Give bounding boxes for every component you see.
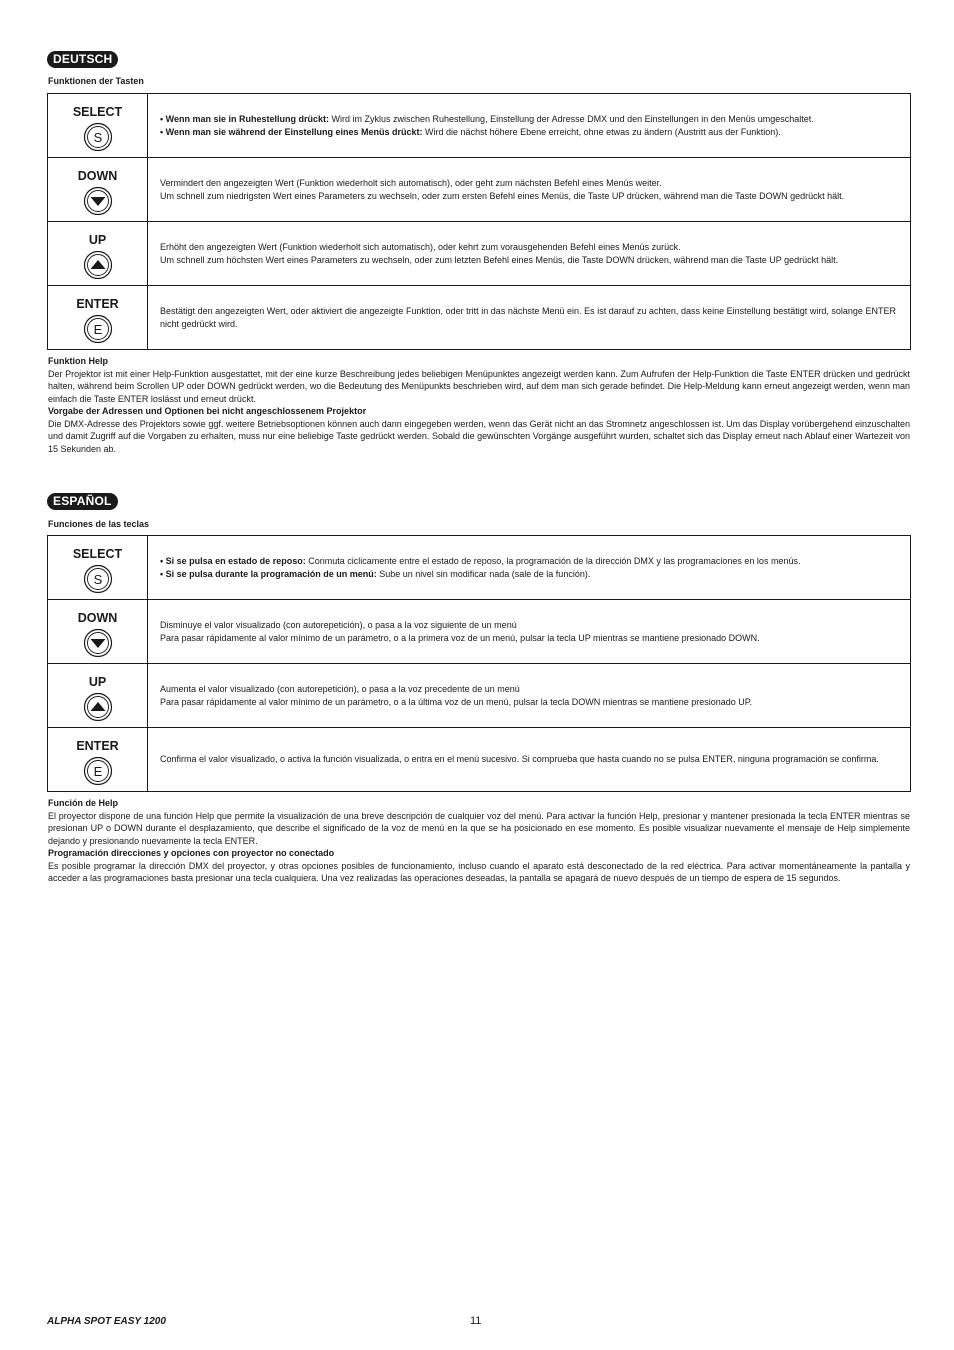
footer-product-title: ALPHA SPOT EASY 1200 (47, 1316, 166, 1327)
key-description (148, 600, 911, 664)
key-description (148, 664, 911, 728)
key-row-down (48, 158, 911, 222)
description-line: • Wenn man sie während der Einstellung eines Menüs drückt: Wird die nächst höhere Ebene erreicht, ohne etwas zu ändern (Austritt aus der Funktion). (160, 126, 781, 137)
key-cell (48, 158, 148, 222)
key-cell (48, 600, 148, 664)
key-description (148, 222, 911, 286)
key-cell (48, 94, 148, 158)
description-line: Confirma el valor visualizado, o activa la función visualizada, o entra en el menú sucesivo. Si comprueba que hasta cuando no se pulsa ENTER, ninguna programación se confirma. (160, 754, 879, 764)
key-description (148, 286, 911, 350)
key-row-select (48, 94, 911, 158)
svg-text:S: S (93, 129, 102, 145)
up-arrow-key-icon (83, 250, 113, 280)
notes-espanol (48, 797, 910, 885)
section-title-espanol: Funciones de las teclas (48, 519, 150, 529)
description-line: Erhöht den angezeigten Wert (Funktion wiederholt sich automatisch), oder kehrt zum vorausgehenden Befehl eines Menüs zurück. (160, 241, 681, 252)
key-cell (48, 536, 148, 600)
note-heading: Programación direcciones y opciones con proyector no conectado (48, 848, 335, 858)
key-name: SELECT (72, 104, 123, 119)
key-name: DOWN (77, 610, 118, 625)
key-row-down (48, 600, 911, 664)
section-title-deutsch: Funktionen der Tasten (48, 76, 144, 86)
svg-text:E: E (93, 763, 102, 779)
description-line: Bestätigt den angezeigten Wert, oder aktiviert die angezeigte Funktion, oder tritt in das nächste Menü ein. Es ist darauf zu achten, dass keine Einstellung bestätigt wird, solange ENTER nicht gedrückt wird. (160, 305, 896, 329)
language-badge-espanol: ESPAÑOL (47, 493, 118, 510)
key-row-up (48, 222, 911, 286)
description-line: • Si se pulsa durante la programación de un menú: Sube un nivel sin modificar nada (sale de la función). (160, 568, 591, 579)
key-row-select (48, 536, 911, 600)
key-description (148, 728, 911, 792)
key-name: ENTER (76, 296, 119, 311)
down-arrow-key-icon (83, 628, 113, 658)
note-text: El proyector dispone de una función Help que permite la visualización de una breve descripción de cualquier voz del menú. Para activar la función Help, presionar y mantener presionada la tecla ENTER mientras se presionan UP o DOWN durante el desplazamiento, que describe el significado de la voz de menú en la que se ha posicionado en ese momento. Es posible visualizar nuevamente el mensaje de Help simplemente dejando y presionando nuevamente la tecla ENTER. (48, 810, 910, 846)
description-line: Para pasar rápidamente al valor mínimo de un parámetro, o a la primera voz de un menú, pulsar la tecla UP mientras se mantiene presionado DOWN. (160, 632, 760, 643)
description-line: Vermindert den angezeigten Wert (Funktion wiederholt sich automatisch), oder geht zum nächsten Befehl eines Menüs weiter. (160, 177, 662, 188)
key-row-enter (48, 728, 911, 792)
enter-key-icon (83, 314, 113, 344)
down-arrow-key-icon (83, 186, 113, 216)
description-line: Disminuye el valor visualizado (con autorepetición), o pasa a la voz siguiente de un menú (160, 619, 517, 630)
key-name: SELECT (72, 546, 123, 561)
note-heading: Vorgabe der Adressen und Optionen bei nicht angeschlossenem Projektor (48, 406, 367, 416)
description-line: • Wenn man sie in Ruhestellung drückt: Wird im Zyklus zwischen Ruhestellung, Einstellung der Adresse DMX und den Einstellungen in den Menüs umgeschaltet. (160, 113, 814, 124)
note-text: Die DMX-Adresse des Projektors sowie ggf. weitere Betriebsoptionen können auch dann eingegeben werden, wenn das Gerät nicht an das Stromnetz angeschlossen ist. Um das Display vorübergehend einzuschalten und damit Zugriff auf die Vorgaben zu erhalten, muss nur eine beliebige Taste gedrückt werden. Sobald die gewünschten Vorgänge ausgeführt wurden, schaltet sich das Display erneut nach Ablauf einer Wartezeit von 15 Sekunden ab. (48, 418, 910, 454)
note-text: Der Projektor ist mit einer Help-Funktion ausgestattet, mit der eine kurze Beschreibung jedes beliebigen Menüpunktes angezeigt werden kann. Zum Aufrufen der Help-Funktion die Taste ENTER drücken und gedrückt halten, während beim Scrollen UP oder DOWN gedrückt werden, wo die Bedeutung des Menüpunkts beschrieben wird, auf dem man sich gerade befindet. Die Help-Meldung kann erneut angezeigt werden, wenn man einfach die Taste ENTER loslässt und erneut drückt. (48, 368, 910, 404)
keys-table-espanol (47, 535, 911, 792)
description-line: Para pasar rápidamente al valor mínimo de un parámetro, o a la última voz de un menú, pulsar la tecla DOWN mientras se mantiene presionado UP. (160, 696, 753, 707)
note-text: Es posible programar la dirección DMX del proyector, y otras opciones posibles de funcionamiento, incluso cuando el aparato está desconectado de la red eléctrica. Para activar momentáneamente la pantalla y acceder a las programaciones basta presionar una tecla cualquiera. Una vez realizadas las operaciones deseadas, la pantalla se apagará de nuevo después de un tiempo de espera de 15 segundos. (48, 860, 910, 883)
keys-table-deutsch (47, 93, 911, 350)
note-heading: Función de Help (48, 798, 119, 808)
select-key-icon (83, 122, 113, 152)
key-name: UP (88, 674, 107, 689)
key-description (148, 94, 911, 158)
key-name: UP (88, 232, 107, 247)
key-description (148, 536, 911, 600)
enter-key-icon (83, 756, 113, 786)
key-cell (48, 728, 148, 792)
description-line: Um schnell zum niedrigsten Wert eines Parameters zu wechseln, oder zum ersten Befehl eines Menüs, die Taste UP drücken, während man die Taste DOWN gedrückt hält. (160, 190, 845, 201)
key-name: ENTER (76, 738, 119, 753)
notes-deutsch (48, 355, 910, 455)
description-line: • Si se pulsa en estado de reposo: Conmuta ciclicamente entre el estado de reposo, la programación de la dirección DMX y las programaciones en los menús. (160, 555, 801, 566)
key-cell (48, 222, 148, 286)
up-arrow-key-icon (83, 692, 113, 722)
svg-text:E: E (93, 321, 102, 337)
key-row-up (48, 664, 911, 728)
key-cell (48, 664, 148, 728)
select-key-icon (83, 564, 113, 594)
key-row-enter (48, 286, 911, 350)
page-number: 11 (470, 1315, 482, 1327)
key-cell (48, 286, 148, 350)
language-badge-deutsch: DEUTSCH (47, 51, 118, 68)
description-line: Aumenta el valor visualizado (con autorepetición), o pasa a la voz precedente de un menú (160, 683, 520, 694)
note-heading: Funktion Help (48, 356, 108, 366)
key-name: DOWN (77, 168, 118, 183)
svg-text:S: S (93, 571, 102, 587)
description-line: Um schnell zum höchsten Wert eines Parameters zu wechseln, oder zum letzten Befehl eines Menüs, die Taste DOWN drücken, während man die Taste UP gedrückt hält. (160, 254, 839, 265)
key-description (148, 158, 911, 222)
